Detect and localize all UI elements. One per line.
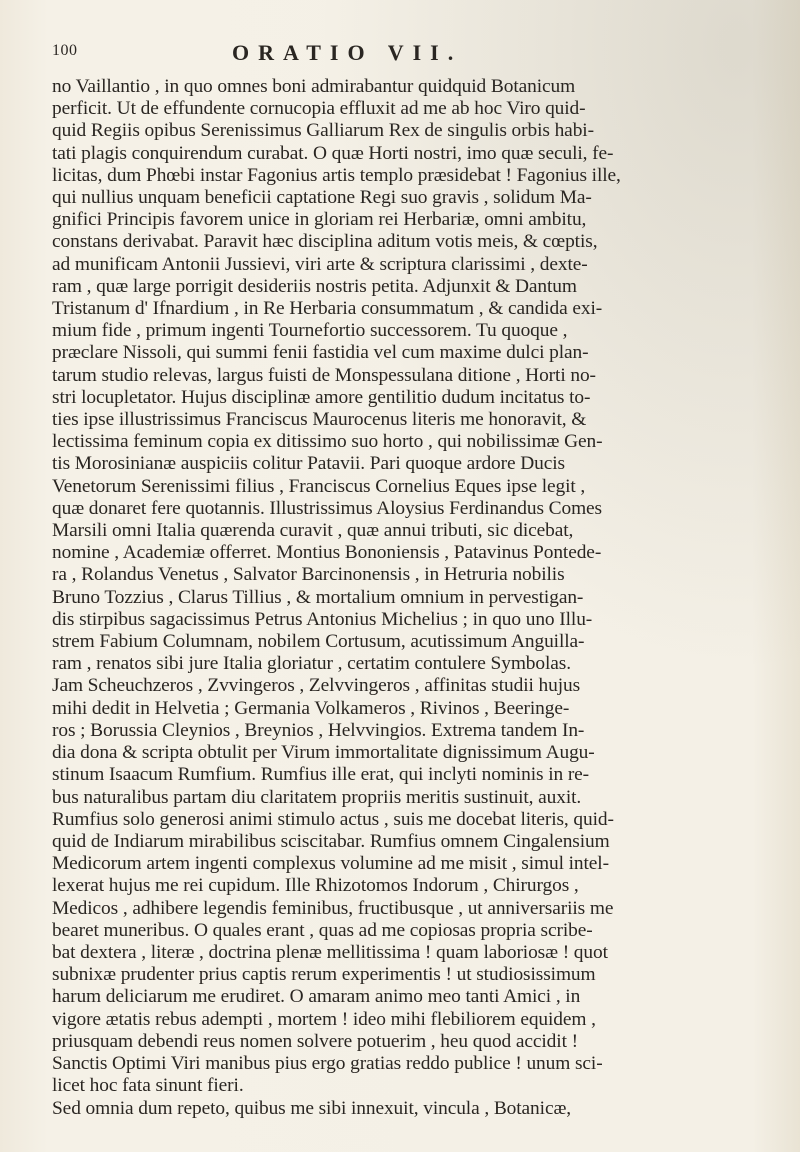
page-header xyxy=(52,40,768,72)
text-line: Medicos , adhibere legendis feminibus, fructibusque , ut anniversariis me xyxy=(52,897,614,919)
text-line: Sed omnia dum repeto, quibus me sibi innexuit, vincula , Botanicæ, xyxy=(52,1098,572,1120)
text-line: dis stirpibus sagacissimus Petrus Antonius Michelius ; in quo uno Illu- xyxy=(52,608,593,630)
text-line: nomine , Academiæ offerret. Montius Bononiensis , Patavinus Pontede- xyxy=(52,542,602,564)
text-line: Rumfius solo generosi animi stimulo actus , suis me docebat literis, quid- xyxy=(52,808,614,830)
text-line: tis Morosinianæ auspiciis colitur Patavii. Pari quoque ardore Ducis xyxy=(52,453,565,475)
text-line: tati plagis conquirendum curabat. O quæ Horti nostri, imo quæ seculi, fe- xyxy=(52,142,614,164)
text-line: Bruno Tozzius , Clarus Tillius , & mortalium omnium in pervestigan- xyxy=(52,586,584,608)
text-line: ra , Rolandus Venetus , Salvator Barcinonensis , in Hetruria nobilis xyxy=(52,564,565,586)
text-line: gnifici Principis favorem unice in gloriam rei Herbariæ, omni ambitu, xyxy=(52,209,587,231)
text-line: subnixæ prudenter prius captis rerum experimentis ! ut studiosissimum xyxy=(52,964,596,986)
text-line: no Vaillantio , in quo omnes boni admirabantur quidquid Botanicum xyxy=(52,76,576,97)
running-title: ORATIO VII. xyxy=(232,40,463,65)
text-line: ad munificam Antonii Jussievi, viri arte & scriptura clarissimi , dexte- xyxy=(52,253,588,275)
final-paragraph-start xyxy=(52,1098,774,1120)
text-line: mihi dedit in Helvetia ; Germania Volkameros , Rivinos , Beeringe- xyxy=(52,697,570,719)
text-line: Marsili omni Italia quærenda curavit , quæ annui tributi, sic dicebat, xyxy=(52,520,574,542)
text-line: lectissima feminum copia ex ditissimo suo horto , qui nobilissimæ Gen- xyxy=(52,431,603,453)
text-line: Jam Scheuchzeros , Zvvingeros , Zelvvingeros , affinitas studii hujus xyxy=(52,675,581,697)
text-line: bearet muneribus. O quales erant , quas ad me copiosas propria scribe- xyxy=(52,919,593,941)
text-line: Venetorum Serenissimi filius , Franciscus Cornelius Eques ipse legit , xyxy=(52,475,586,497)
text-line: ram , quæ large porrigit desideriis nostris petita. Adjunxit & Dantum xyxy=(52,275,577,297)
text-line: mium fide , primum ingenti Tournefortio successorem. Tu quoque , xyxy=(52,320,568,342)
text-line: lexerat hujus me rei cupidum. Ille Rhizotomos Indorum , Chirurgos , xyxy=(52,875,579,897)
text-line: stinum Isaacum Rumfium. Rumfius ille erat, qui inclyti nominis in re- xyxy=(52,764,590,786)
text-line: constans derivabat. Paravit hæc disciplina aditum votis meis, & cœptis, xyxy=(52,231,598,253)
main-paragraph xyxy=(52,76,774,1097)
text-line: quæ donaret fere quotannis. Illustrissimus Aloysius Ferdinandus Comes xyxy=(52,497,603,519)
text-line: stri locupletator. Hujus disciplinæ amore gentilitio dudum incitatus to- xyxy=(52,386,591,408)
text-line: vigore ætatis rebus adempti , mortem ! ideo mihi flebiliorem equidem , xyxy=(52,1008,596,1030)
body-text xyxy=(52,76,774,1121)
text-line: qui nullius unquam beneficii captatione Regi suo gravis , solidum Ma- xyxy=(52,187,592,209)
text-line: Tristanum d' Ifnardium , in Re Herbaria consummatum , & candida exi- xyxy=(52,298,603,320)
text-line: tarum studio relevas, largus fuisti de Monspessulana ditione , Horti no- xyxy=(52,364,596,386)
text-line: ties ipse illustrissimus Franciscus Maurocenus literis me honoravit, & xyxy=(52,409,587,431)
text-line: quid de Indiarum mirabilibus sciscitabar. Rumfius omnem Cingalensium xyxy=(52,830,610,852)
text-line: præclare Nissoli, qui summi fenii fastidia vel cum maxime dulci plan- xyxy=(52,342,589,364)
text-line: perficit. Ut de effundente cornucopia effluxit ad me ab hoc Viro quid- xyxy=(52,98,586,120)
text-line: priusquam debendi reus nomen solvere potuerim , heu quod accidit ! xyxy=(52,1030,578,1052)
text-line: quid Regiis opibus Serenissimus Galliarum Rex de singulis orbis habi- xyxy=(52,120,594,142)
text-line: bus naturalibus partam diu claritatem propriis meritis sustinuit, auxit. xyxy=(52,786,582,808)
page-number: 100 xyxy=(52,42,78,59)
text-line: Medicorum artem ingenti complexus volumine ad me misit , simul intel- xyxy=(52,853,609,875)
text-line: licitas, dum Phœbi instar Fagonius artis templo præsidebat ! Fagonius ille, xyxy=(52,164,621,186)
text-line: bat dextera , literæ , doctrina plenæ mellitissima ! quam laboriosæ ! quot xyxy=(52,941,608,963)
text-line: Sanctis Optimi Viri manibus pius ergo gratias reddo publice ! unum sci- xyxy=(52,1052,603,1074)
text-line: licet hoc fata sinunt fieri. xyxy=(52,1075,244,1097)
text-line: strem Fabium Columnam, nobilem Cortusum, acutissimum Anguilla- xyxy=(52,631,585,653)
text-line: harum deliciarum me erudiret. O amaram animo meo tanti Amici , in xyxy=(52,986,581,1008)
text-line: ram , renatos sibi jure Italia gloriatur , certatim contulere Symbolas. xyxy=(52,653,571,675)
text-line: dia dona & scripta obtulit per Virum immortalitate dignissimum Augu- xyxy=(52,742,595,764)
text-line: ros ; Borussia Cleynios , Breynios , Helvvingios. Extrema tandem In- xyxy=(52,719,585,741)
